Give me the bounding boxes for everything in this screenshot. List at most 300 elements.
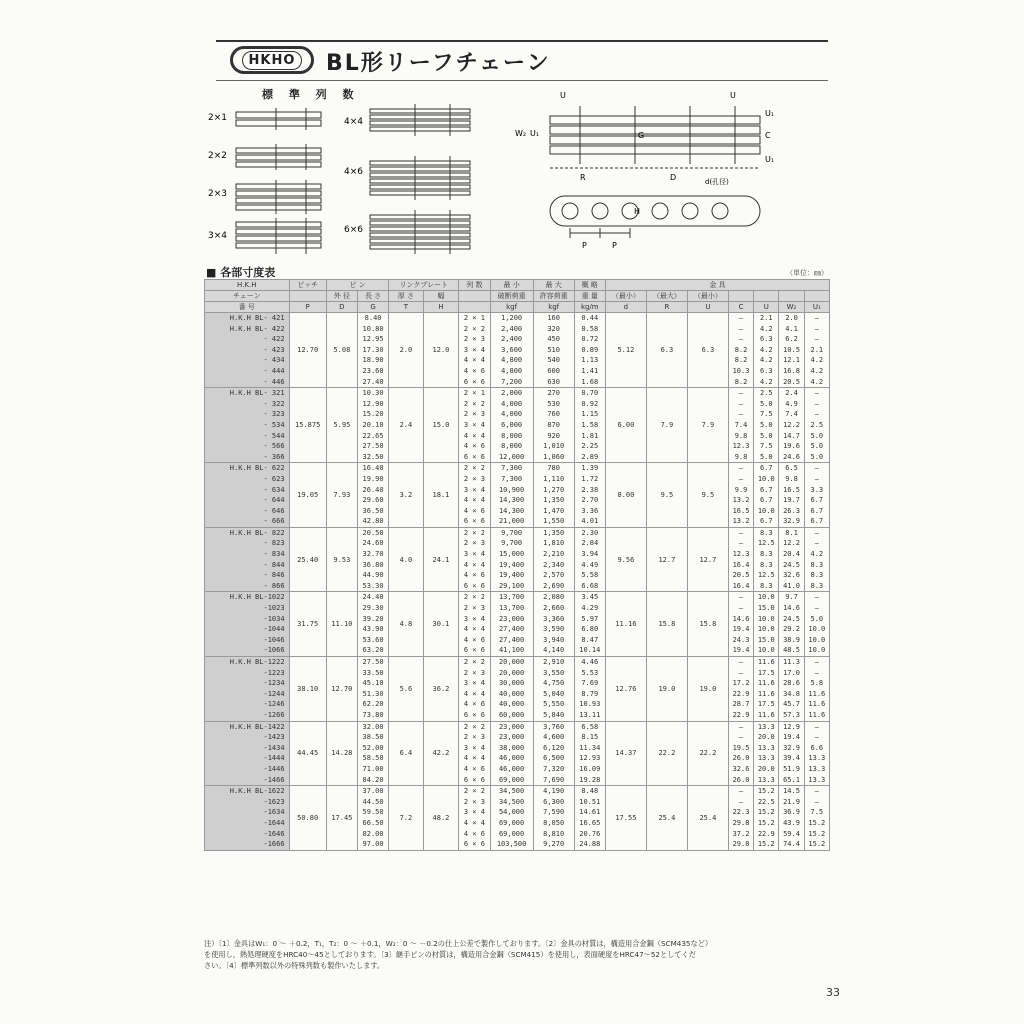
cell-line: - 444 bbox=[263, 366, 285, 375]
cell-line: 13.3 bbox=[757, 722, 775, 731]
table-cell bbox=[459, 592, 490, 657]
cell-line: 4 × 6 bbox=[463, 635, 485, 644]
col-header: H.K.H bbox=[205, 280, 290, 291]
col-header: U bbox=[754, 302, 779, 313]
cell-line: 22.9 bbox=[757, 829, 775, 838]
table-cell: 5.95 bbox=[326, 388, 357, 463]
cell-line: 1.58 bbox=[581, 420, 599, 429]
table-cell: 7.9 bbox=[646, 388, 687, 463]
table-cell bbox=[754, 721, 779, 786]
col-header: （最大） bbox=[646, 291, 687, 302]
table-cell: 12.70 bbox=[326, 657, 357, 722]
cell-line: 2 × 3 bbox=[463, 797, 485, 806]
cell-line: — bbox=[814, 733, 819, 742]
cell-line: 6 × 6 bbox=[463, 710, 485, 719]
cell-line: 4.1 bbox=[785, 324, 798, 333]
cell-line: 6.7 bbox=[759, 485, 773, 494]
cell-line: 10.0 bbox=[757, 614, 775, 623]
cell-line: -1646 bbox=[263, 829, 285, 838]
cell-line: 84.20 bbox=[362, 775, 384, 784]
cell-line: — bbox=[738, 474, 744, 483]
table-cell bbox=[728, 463, 753, 528]
table-cell: 6.3 bbox=[646, 313, 687, 388]
cell-line: — bbox=[814, 604, 819, 613]
cell-line: - 844 bbox=[263, 560, 285, 569]
cell-line: 9,700 bbox=[501, 539, 523, 548]
table-row bbox=[205, 463, 830, 528]
table-cell bbox=[490, 657, 533, 722]
cell-line: 8.47 bbox=[581, 635, 599, 644]
cell-line: 1,270 bbox=[543, 485, 565, 494]
cell-line: 26.3 bbox=[783, 506, 800, 515]
cell-line: -1066 bbox=[263, 646, 285, 655]
cell-line: 4 × 4 bbox=[463, 754, 485, 763]
dim-label-D: D bbox=[670, 173, 677, 182]
table-row bbox=[205, 721, 830, 786]
cell-line: 37.2 bbox=[732, 829, 750, 838]
cell-line: 24.5 bbox=[783, 560, 800, 569]
table-cell bbox=[574, 313, 605, 388]
table-cell: 44.45 bbox=[289, 721, 326, 786]
table-cell bbox=[754, 388, 779, 463]
cell-line: 4 × 4 bbox=[463, 625, 485, 634]
cell-line: 22.3 bbox=[732, 808, 750, 817]
cell-line: H.K.H BL- 622 bbox=[229, 464, 285, 473]
col-header: 厚 さ bbox=[389, 291, 423, 302]
table-cell: 17.55 bbox=[605, 786, 646, 851]
chain-number-cell bbox=[205, 463, 290, 528]
cell-line: 32.9 bbox=[783, 517, 800, 526]
cell-line: 73.80 bbox=[362, 710, 384, 719]
table-cell: 6.4 bbox=[389, 721, 423, 786]
cell-line: 6,120 bbox=[543, 743, 565, 752]
cell-line: 4 × 4 bbox=[463, 496, 485, 505]
cell-line: 5.58 bbox=[581, 571, 599, 580]
cell-line: 14.61 bbox=[579, 808, 601, 817]
dim-label-H: H bbox=[634, 207, 641, 216]
table-cell bbox=[779, 388, 804, 463]
cell-line: - 434 bbox=[263, 356, 285, 365]
col-header: 許容荷重 bbox=[533, 291, 574, 302]
cell-line: 10.0 bbox=[808, 625, 826, 634]
col-header: U bbox=[687, 302, 728, 313]
cell-line: 1,350 bbox=[543, 528, 565, 537]
cell-line: 12.5 bbox=[757, 571, 775, 580]
cell-line: 82.00 bbox=[362, 829, 384, 838]
cell-line: - 834 bbox=[263, 550, 285, 559]
col-header: リンクプレート bbox=[389, 280, 459, 291]
table-cell bbox=[728, 592, 753, 657]
table-cell: 7.2 bbox=[389, 786, 423, 851]
cell-line: 2.4 bbox=[785, 389, 798, 398]
cell-line: 2,400 bbox=[501, 324, 523, 333]
table-cell: 9.5 bbox=[687, 463, 728, 528]
cell-line: 36.9 bbox=[783, 808, 800, 817]
table-cell bbox=[357, 527, 388, 592]
cell-line: -1034 bbox=[263, 614, 285, 623]
cell-line: 1,200 bbox=[501, 314, 523, 322]
table-cell: 12.76 bbox=[605, 657, 646, 722]
table-cell bbox=[533, 388, 574, 463]
cell-line: — bbox=[814, 410, 819, 419]
cell-line: 2 × 1 bbox=[463, 389, 485, 398]
cell-line: 4 × 6 bbox=[463, 764, 485, 773]
cell-line: 4,800 bbox=[501, 366, 523, 375]
cell-line: 51.30 bbox=[362, 689, 384, 698]
cell-line: 32.6 bbox=[732, 764, 750, 773]
cell-line: 5,040 bbox=[543, 689, 565, 698]
cell-line: 43.90 bbox=[362, 625, 384, 634]
table-cell: 22.2 bbox=[646, 721, 687, 786]
table-cell bbox=[804, 786, 829, 851]
col-header: U₁ bbox=[804, 302, 829, 313]
cell-line: 13.2 bbox=[732, 496, 750, 505]
cell-line: 7.69 bbox=[581, 679, 599, 688]
cell-line: — bbox=[738, 658, 744, 666]
cell-line: 5,550 bbox=[543, 700, 565, 709]
cell-line: 5.0 bbox=[759, 431, 773, 440]
table-cell bbox=[533, 592, 574, 657]
cell-line: 15.2 bbox=[808, 829, 826, 838]
cell-line: 54,000 bbox=[498, 808, 525, 817]
cell-line: — bbox=[814, 787, 819, 796]
cell-line: 53.60 bbox=[362, 635, 384, 644]
table-cell bbox=[779, 313, 804, 388]
cell-line: 9,700 bbox=[501, 528, 523, 537]
cell-line: 13,700 bbox=[498, 593, 525, 602]
cell-line: -1266 bbox=[263, 710, 285, 719]
cell-line: 2,080 bbox=[543, 593, 565, 602]
cell-line: 2 × 3 bbox=[463, 604, 485, 613]
cell-line: 13.3 bbox=[757, 754, 775, 763]
cell-line: 19,400 bbox=[498, 560, 525, 569]
cell-line: - 446 bbox=[263, 377, 285, 386]
cell-line: - 644 bbox=[263, 496, 285, 505]
cell-line: — bbox=[738, 410, 744, 419]
cell-line: 4 × 6 bbox=[463, 366, 485, 375]
combo-label: 2×2 bbox=[208, 151, 227, 161]
cell-line: — bbox=[738, 593, 744, 602]
cell-line: 2 × 1 bbox=[463, 314, 485, 322]
cell-line: 29.30 bbox=[362, 604, 384, 613]
table-cell bbox=[754, 463, 779, 528]
cell-line: 97.00 bbox=[362, 840, 384, 849]
cell-line: 2.0 bbox=[785, 314, 798, 322]
cell-line: — bbox=[738, 787, 744, 796]
cell-line: 4,000 bbox=[501, 410, 523, 419]
cell-line: 36.80 bbox=[362, 560, 384, 569]
cell-line: — bbox=[738, 539, 744, 548]
chain-number-cell bbox=[205, 721, 290, 786]
col-header: 最 小 bbox=[490, 280, 533, 291]
table-row bbox=[205, 527, 830, 592]
cell-line: 62.20 bbox=[362, 700, 384, 709]
cell-line: 10.0 bbox=[808, 635, 826, 644]
cell-line: 13.3 bbox=[808, 775, 826, 784]
dim-label-W2: W₂ bbox=[515, 129, 527, 138]
table-cell bbox=[804, 592, 829, 657]
cell-line: 19,400 bbox=[498, 571, 525, 580]
cell-line: 2.38 bbox=[581, 485, 599, 494]
cell-line: 6,000 bbox=[501, 420, 523, 429]
table-row bbox=[205, 313, 830, 388]
cell-line: 5,840 bbox=[543, 710, 565, 719]
table-cell bbox=[357, 463, 388, 528]
col-header: （最小） bbox=[687, 291, 728, 302]
cell-line: 26.0 bbox=[732, 775, 750, 784]
table-cell bbox=[459, 388, 490, 463]
cell-line: 12.3 bbox=[732, 442, 750, 451]
cell-line: 4.2 bbox=[759, 356, 773, 365]
col-header: 番 号 bbox=[205, 302, 290, 313]
cell-line: 41,100 bbox=[498, 646, 525, 655]
cell-line: 4 × 4 bbox=[463, 356, 485, 365]
cell-line: 12.9 bbox=[783, 722, 800, 731]
cell-line: 9.8 bbox=[785, 474, 798, 483]
cell-line: 3 × 4 bbox=[463, 743, 485, 752]
cell-line: 2.5 bbox=[810, 420, 824, 429]
cell-line: 6.2 bbox=[785, 335, 798, 344]
table-cell: 9.56 bbox=[605, 527, 646, 592]
cell-line: 3 × 4 bbox=[463, 485, 485, 494]
cell-line: 20,000 bbox=[498, 658, 525, 666]
col-header: kg/m bbox=[574, 302, 605, 313]
dim-label-d: d(孔径) bbox=[705, 178, 729, 186]
table-cell: 50.80 bbox=[289, 786, 326, 851]
table-cell bbox=[357, 313, 388, 388]
cell-line: 14.6 bbox=[783, 604, 800, 613]
col-header: 列 数 bbox=[459, 280, 490, 291]
chain-arrangement-diagrams bbox=[204, 100, 554, 270]
cell-line: 7,300 bbox=[501, 474, 523, 483]
cell-line: 6.3 bbox=[759, 335, 773, 344]
cell-line: 14.6 bbox=[732, 614, 750, 623]
cell-line: 21,000 bbox=[498, 517, 525, 526]
table-cell bbox=[728, 313, 753, 388]
col-header: H bbox=[423, 302, 459, 313]
unit-label: （単位：㎜） bbox=[786, 269, 828, 277]
table-cell: 5.6 bbox=[389, 657, 423, 722]
cell-line: — bbox=[738, 389, 744, 398]
cell-line: 18.90 bbox=[362, 356, 384, 365]
cell-line: 5.0 bbox=[810, 442, 824, 451]
cell-line: 10.80 bbox=[362, 324, 384, 333]
cell-line: 10.0 bbox=[757, 506, 775, 515]
cell-line: 39.4 bbox=[783, 754, 800, 763]
cell-line: 6 × 6 bbox=[463, 452, 485, 461]
table-cell: 17.45 bbox=[326, 786, 357, 851]
cell-line: 19.90 bbox=[362, 474, 384, 483]
chain-number-cell bbox=[205, 786, 290, 851]
dim-label-U1: U₁ bbox=[765, 109, 775, 118]
cell-line: — bbox=[814, 464, 819, 473]
cell-line: 20.4 bbox=[783, 550, 800, 559]
table-cell: 12.70 bbox=[289, 313, 326, 388]
cell-line: 13,700 bbox=[498, 604, 525, 613]
cell-line: - 666 bbox=[263, 517, 285, 526]
cell-line: 10.93 bbox=[579, 700, 601, 709]
table-cell: 15.8 bbox=[687, 592, 728, 657]
cell-line: 8,050 bbox=[543, 818, 565, 827]
cell-line: 12.2 bbox=[783, 420, 800, 429]
table-cell: 9.5 bbox=[646, 463, 687, 528]
cell-line: 15.2 bbox=[808, 840, 826, 849]
cell-line: 34.8 bbox=[783, 689, 800, 698]
cell-line: 5.8 bbox=[810, 679, 824, 688]
table-cell bbox=[574, 657, 605, 722]
cell-line: 4.2 bbox=[759, 345, 773, 354]
cell-line: 74.4 bbox=[783, 840, 800, 849]
cell-line: -1446 bbox=[263, 764, 285, 773]
col-header: ピッチ bbox=[289, 280, 326, 291]
cell-line: - 534 bbox=[263, 420, 285, 429]
table-cell bbox=[490, 313, 533, 388]
cell-line: 1,060 bbox=[543, 452, 565, 461]
cell-line: 5.53 bbox=[581, 668, 599, 677]
cell-line: 20.0 bbox=[757, 733, 775, 742]
cell-line: 8.3 bbox=[759, 560, 773, 569]
cell-line: 4 × 6 bbox=[463, 442, 485, 451]
cell-line: - 823 bbox=[263, 539, 285, 548]
table-cell: 7.93 bbox=[326, 463, 357, 528]
chain-number-cell bbox=[205, 657, 290, 722]
table-cell bbox=[779, 657, 804, 722]
cell-line: 4,800 bbox=[501, 356, 523, 365]
cell-line: 4.2 bbox=[810, 366, 824, 375]
cell-line: 17.0 bbox=[783, 668, 800, 677]
cell-line: 38.50 bbox=[362, 733, 384, 742]
cell-line: 11.6 bbox=[808, 700, 826, 709]
cell-line: 6,300 bbox=[543, 797, 565, 806]
table-cell bbox=[459, 463, 490, 528]
cell-line: 11.3 bbox=[783, 658, 800, 666]
cell-line: 4 × 4 bbox=[463, 431, 485, 440]
cell-line: -1644 bbox=[263, 818, 285, 827]
cell-line: 8,810 bbox=[543, 829, 565, 838]
cell-line: - 866 bbox=[263, 581, 285, 590]
cell-line: 4,140 bbox=[543, 646, 565, 655]
table-cell: 19.0 bbox=[687, 657, 728, 722]
cell-line: 4,750 bbox=[543, 679, 565, 688]
cell-line: 23.60 bbox=[362, 366, 384, 375]
cell-line: 1.39 bbox=[581, 464, 599, 473]
table-row bbox=[205, 657, 830, 722]
col-header: 金 具 bbox=[605, 280, 829, 291]
col-header: 破断荷重 bbox=[490, 291, 533, 302]
cell-line: 12.2 bbox=[783, 539, 800, 548]
table-cell bbox=[804, 463, 829, 528]
table-cell bbox=[357, 721, 388, 786]
col-header: kgf bbox=[533, 302, 574, 313]
dim-label-G: G bbox=[638, 131, 645, 140]
cell-line: 4.46 bbox=[581, 658, 599, 666]
table-cell: 18.1 bbox=[423, 463, 459, 528]
col-header: 幅 bbox=[423, 291, 459, 302]
cell-line: 2.1 bbox=[759, 314, 773, 322]
cell-line: 19.6 bbox=[783, 442, 800, 451]
col-header: P bbox=[289, 302, 326, 313]
cell-line: 20.5 bbox=[783, 377, 800, 386]
cell-line: 8.40 bbox=[364, 314, 382, 322]
table-cell bbox=[779, 463, 804, 528]
table-cell bbox=[754, 527, 779, 592]
cell-line: 8.2 bbox=[734, 377, 748, 386]
cell-line: 63.20 bbox=[362, 646, 384, 655]
table-cell: 7.9 bbox=[687, 388, 728, 463]
cell-line: 270 bbox=[547, 389, 560, 398]
cell-line: 10.0 bbox=[757, 593, 775, 602]
cell-line: 12.90 bbox=[362, 399, 384, 408]
cell-line: 69,000 bbox=[498, 829, 525, 838]
cell-line: 15.2 bbox=[757, 818, 775, 827]
cell-line: 10.0 bbox=[808, 646, 826, 655]
cell-line: 24.40 bbox=[362, 593, 384, 602]
cell-line: 3.94 bbox=[581, 550, 599, 559]
col-header: ピ ン bbox=[326, 280, 388, 291]
cell-line: 7,200 bbox=[501, 377, 523, 386]
cell-line: 2,340 bbox=[543, 560, 565, 569]
cell-line: 2.30 bbox=[581, 528, 599, 537]
cell-line: -1623 bbox=[263, 797, 285, 806]
table-cell bbox=[804, 721, 829, 786]
cell-line: 2,660 bbox=[543, 604, 565, 613]
table-cell: 22.2 bbox=[687, 721, 728, 786]
cell-line: 7.5 bbox=[759, 442, 773, 451]
cell-line: 4 × 4 bbox=[463, 818, 485, 827]
cell-line: — bbox=[738, 335, 744, 344]
cell-line: 32.9 bbox=[783, 743, 800, 752]
cell-line: 17.30 bbox=[362, 345, 384, 354]
cell-line: 1.15 bbox=[581, 410, 599, 419]
table-cell bbox=[728, 527, 753, 592]
cell-line: — bbox=[738, 314, 744, 322]
cell-line: 16.8 bbox=[783, 366, 800, 375]
cell-line: 6 × 6 bbox=[463, 775, 485, 784]
table-cell: 8.00 bbox=[605, 463, 646, 528]
cell-line: 6 × 6 bbox=[463, 517, 485, 526]
cell-line: 7,590 bbox=[543, 808, 565, 817]
table-row bbox=[205, 786, 830, 851]
cell-line: 5.97 bbox=[581, 614, 599, 623]
cell-line: 10.5 bbox=[783, 345, 800, 354]
cell-line: 540 bbox=[547, 356, 560, 365]
cell-line: 6 × 6 bbox=[463, 377, 485, 386]
cell-line: 20.5 bbox=[732, 571, 750, 580]
cell-line: 7.4 bbox=[785, 410, 798, 419]
cell-line: 16.4 bbox=[732, 560, 750, 569]
dim-label-U: U bbox=[560, 91, 566, 100]
table-cell: 15.8 bbox=[646, 592, 687, 657]
cell-line: 2 × 2 bbox=[463, 593, 485, 602]
table-cell bbox=[533, 313, 574, 388]
cell-line: 34,500 bbox=[498, 797, 525, 806]
table-cell: 36.2 bbox=[423, 657, 459, 722]
cell-line: - 366 bbox=[263, 452, 285, 461]
cell-line: 38,000 bbox=[498, 743, 525, 752]
cell-line: 12.93 bbox=[579, 754, 601, 763]
cell-line: 20.10 bbox=[362, 420, 384, 429]
cell-line: 7.5 bbox=[759, 410, 773, 419]
cell-line: 30,000 bbox=[498, 679, 525, 688]
cell-line: 2,910 bbox=[543, 658, 565, 666]
cell-line: — bbox=[814, 474, 819, 483]
table-cell bbox=[459, 721, 490, 786]
cell-line: 8.3 bbox=[759, 581, 773, 590]
table-cell: 4.0 bbox=[389, 527, 423, 592]
combo-label: 2×1 bbox=[208, 113, 227, 123]
cell-line: 4 × 6 bbox=[463, 506, 485, 515]
cell-line: 2 × 3 bbox=[463, 335, 485, 344]
